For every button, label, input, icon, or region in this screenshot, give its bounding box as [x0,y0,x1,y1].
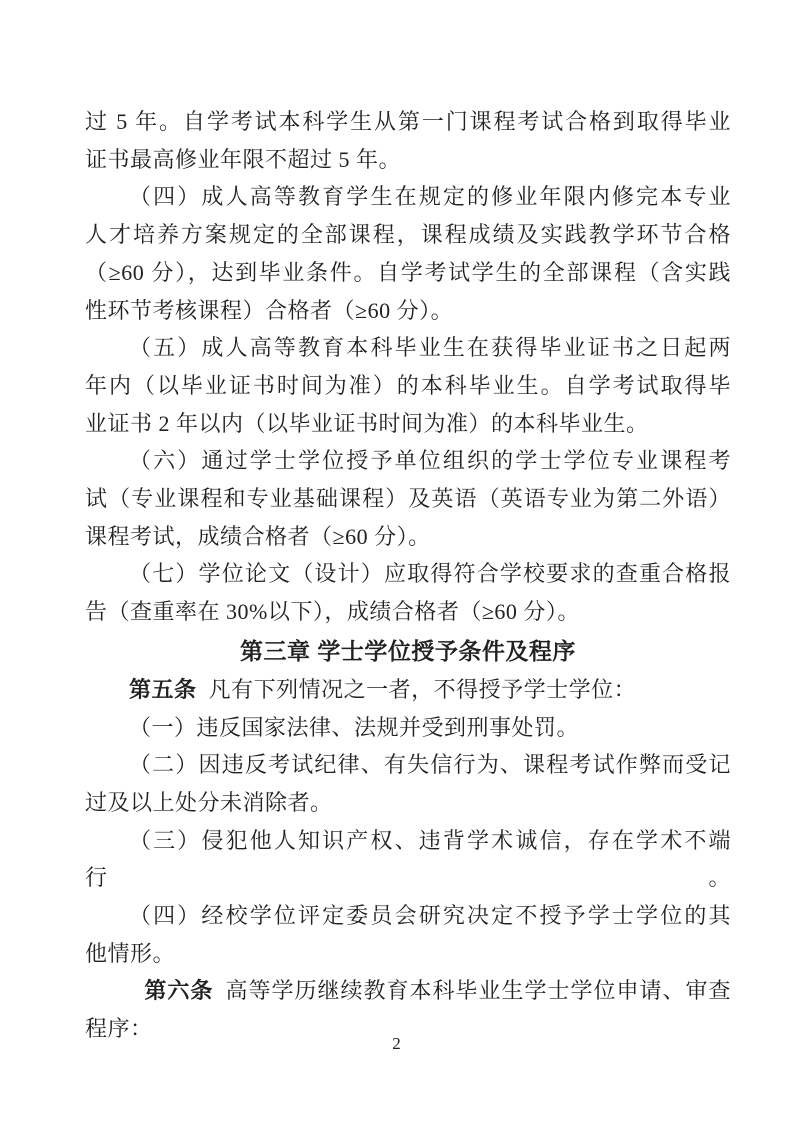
document-body [85,103,731,1048]
article-number: 第五条 [129,676,197,702]
article-number: 第六条 [144,978,214,1004]
chapter-heading: 第三章 学士学位授予条件及程序 [240,637,576,664]
text-line: （四）成人高等教育学生在规定的修业年限内修完本专业 [129,184,731,210]
text-line: 性环节考核课程）合格者（≥60 分）。 [85,297,454,323]
line-text: 高等学历继续教育本科毕业生学士学位申请、审查 [225,978,731,1004]
text-line: （≥60 分），达到毕业条件。自学考试学生的全部课程（含实践 [85,259,731,285]
text-line: 试（专业课程和专业基础课程）及英语（英语专业为第二外语） [85,486,731,512]
text-line [85,671,731,709]
text-line: 人才培养方案规定的全部课程，课程成绩及实践教学环节合格 [85,222,731,248]
line-text: 凡有下列情况之一者，不得授予学士学位： [208,676,637,702]
paragraph [85,178,731,329]
text-line: 业证书 2 年以内（以毕业证书时间为准）的本科毕业生。 [85,410,649,436]
text-line: 程序： [85,1016,153,1042]
text-line: 他情形。 [85,940,176,966]
text-line: （五）成人高等教育本科毕业生在获得毕业证书之日起两 [129,335,731,361]
text-line [85,972,731,1010]
text-line: （二）因违反考试纪律、有失信行为、课程考试作弊而受记 [129,752,731,778]
text-line: 告（查重率在 30%以下），成绩合格者（≥60 分）。 [85,599,580,625]
paragraph [85,822,731,897]
paragraph [85,746,731,821]
text-line: （七）学位论文（设计）应取得符合学校要求的查重合格报 [129,561,731,587]
text-line: （四）经校学位评定委员会研究决定不授予学士学位的其 [129,903,731,929]
text-line: 证书最高修业年限不超过 5 年。 [85,146,402,172]
paragraph [85,671,731,709]
paragraph [85,103,731,178]
text-line: 过及以上处分未消除者。 [85,789,333,815]
text-line: 过 5 年。自学考试本科学生从第一门课程考试合格到取得毕业 [85,109,731,134]
paragraph [85,709,731,747]
text-line: 年内（以毕业证书时间为准）的本科毕业生。自学考试取得毕 [85,372,731,398]
page-number: 2 [392,1034,401,1053]
text-line: （一）违反国家法律、法规并受到刑事处罚。 [129,714,580,740]
paragraph [85,555,731,630]
paragraph [85,329,731,442]
text-line: （三）侵犯他人知识产权、违背学术诚信，存在学术不端行。 [85,827,731,891]
paragraph [85,897,731,972]
text-line: （六）通过学士学位授予单位组织的学士学位专业课程考 [129,448,731,474]
text-line: 课程考试，成绩合格者（≥60 分）。 [85,523,431,549]
paragraph [85,442,731,555]
